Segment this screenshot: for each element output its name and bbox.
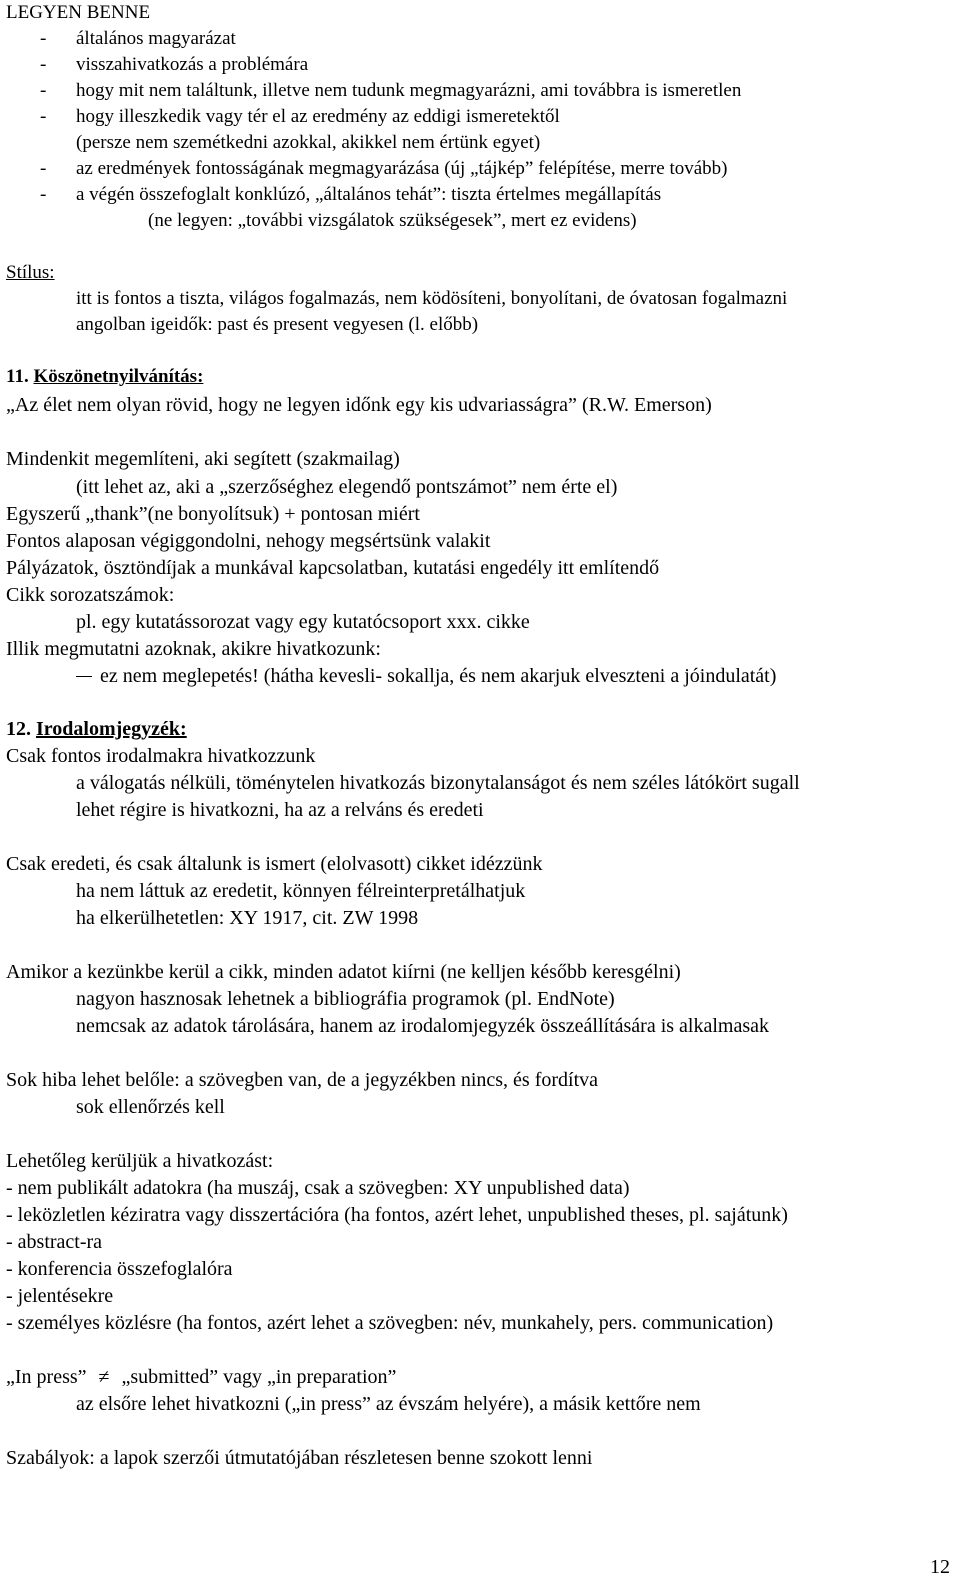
list-item: - hogy illeszkedik vagy tér el az eredmény az eddigi ismeretektől — [40, 106, 560, 127]
list-item: - leközletlen kéziratra vagy disszertációra (ha fontos, azért lehet, unpublished theses, pl. sajátunk) — [6, 1204, 788, 1226]
not-equal-sign: ≠ — [98, 1366, 110, 1388]
text-line: Egyszerű „thank”(ne bonyolítsuk) + pontosan miért — [6, 503, 420, 525]
text-line: nemcsak az adatok tárolására, hanem az irodalomjegyzék összeállítására is alkalmasak — [76, 1015, 770, 1037]
list-item: - személyes közlésre (ha fontos, azért lehet a szövegben: név, munkahely, pers. communication) — [6, 1312, 774, 1334]
text-line: (itt lehet az, aki a „szerzőséghez elegendő pontszámot” nem érte el) — [76, 476, 618, 498]
text-line: ez nem meglepetés! (hátha kevesli- sokallja, és nem akarjuk elveszteni a jóindulatát) — [76, 665, 776, 687]
text-line: ha elkerülhetetlen: XY 1917, cit. ZW 1998 — [76, 907, 419, 929]
text-line: Pályázatok, ösztöndíjak a munkával kapcsolatban, kutatási engedély itt említendő — [6, 557, 660, 579]
text-line: Cikk sorozatszámok: — [6, 584, 175, 606]
text-line: Fontos alaposan végiggondolni, nehogy megsértsünk valakit — [6, 530, 491, 552]
text-line: sok ellenőrzés kell — [76, 1096, 225, 1118]
text-line: Csak fontos irodalmakra hivatkozzunk — [6, 745, 316, 767]
stilus-label: Stílus: — [6, 262, 55, 283]
section-heading-legyen-benne: LEGYEN BENNE — [6, 2, 151, 23]
text-line: lehet régire is hivatkozni, ha az a relváns és eredeti — [76, 799, 484, 821]
text-line: Csak eredeti, és csak általunk is ismert (elolvasott) cikket idézzünk — [6, 853, 543, 875]
section-heading-12: 12. Irodalomjegyzék: — [6, 718, 187, 740]
text-line: ha nem láttuk az eredetit, könnyen félreinterpretálhatjuk — [76, 880, 526, 902]
emerson-quote: „Az élet nem olyan rövid, hogy ne legyen időnk egy kis udvariasságra” (R.W. Emerson) — [6, 394, 712, 416]
text-line: Sok hiba lehet belőle: a szövegben van, de a jegyzékben nincs, és fordítva — [6, 1069, 599, 1091]
text-line: nagyon hasznosak lehetnek a bibliográfia programok (pl. EndNote) — [76, 988, 615, 1010]
section-heading-11: 11. Köszönetnyilvánítás: — [6, 366, 204, 387]
list-item: - konferencia összefoglalóra — [6, 1258, 233, 1280]
list-item: - hogy mit nem találtunk, illetve nem tudunk megmagyarázni, ami továbbra is ismeretlen — [40, 80, 742, 101]
text-line: Lehetőleg kerüljük a hivatkozást: — [6, 1150, 274, 1172]
text-line: „In press” ≠ „submitted” vagy „in preparation” — [6, 1366, 397, 1388]
list-item: - az eredmények fontosságának megmagyarázása (új „tájkép” felépítése, merre tovább) — [40, 158, 728, 179]
text-line: Amikor a kezünkbe kerül a cikk, minden adatot kiírni (ne kelljen később keresgélni) — [6, 961, 681, 983]
text-line: a válogatás nélküli, töménytelen hivatkozás bizonytalanságot és nem széles látókört sugall — [76, 772, 800, 794]
text-line: Illik megmutatni azoknak, akikre hivatkozunk: — [6, 638, 381, 660]
text-line: Szabályok: a lapok szerzői útmutatójában részletesen benne szokott lenni — [6, 1447, 593, 1469]
text-line: pl. egy kutatássorozat vagy egy kutatócsoport xxx. cikke — [76, 611, 530, 633]
stilus-line: angolban igeidők: past és present vegyesen (l. előbb) — [76, 314, 479, 335]
stilus-line: itt is fontos a tiszta, világos fogalmazás, nem ködösíteni, bonyolítani, de óvatosan fogalmazni — [76, 288, 788, 309]
dash-mark — [76, 676, 92, 677]
text-line: az elsőre lehet hivatkozni („in press” az évszám helyére), a másik kettőre nem — [76, 1393, 701, 1415]
list-item: - jelentésekre — [6, 1285, 114, 1307]
list-item: - nem publikált adatokra (ha muszáj, csak a szövegben: XY unpublished data) — [6, 1177, 630, 1199]
text-line: Mindenkit megemlíteni, aki segített (szakmailag) — [6, 448, 400, 470]
list-item: - a végén összefoglalt konklúzó, „általános tehát”: tiszta értelmes megállapítás — [40, 184, 662, 205]
list-item: - általános magyarázat — [40, 28, 236, 49]
list-item-continuation: (persze nem szemétkedni azokkal, akikkel nem értünk egyet) — [76, 132, 541, 153]
list-item: - visszahivatkozás a problémára — [40, 54, 309, 75]
page-number: 12 — [930, 1556, 950, 1578]
list-item: - abstract-ra — [6, 1231, 103, 1253]
list-item-continuation: (ne legyen: „további vizsgálatok szükségesek”, mert ez evidens) — [148, 210, 637, 231]
